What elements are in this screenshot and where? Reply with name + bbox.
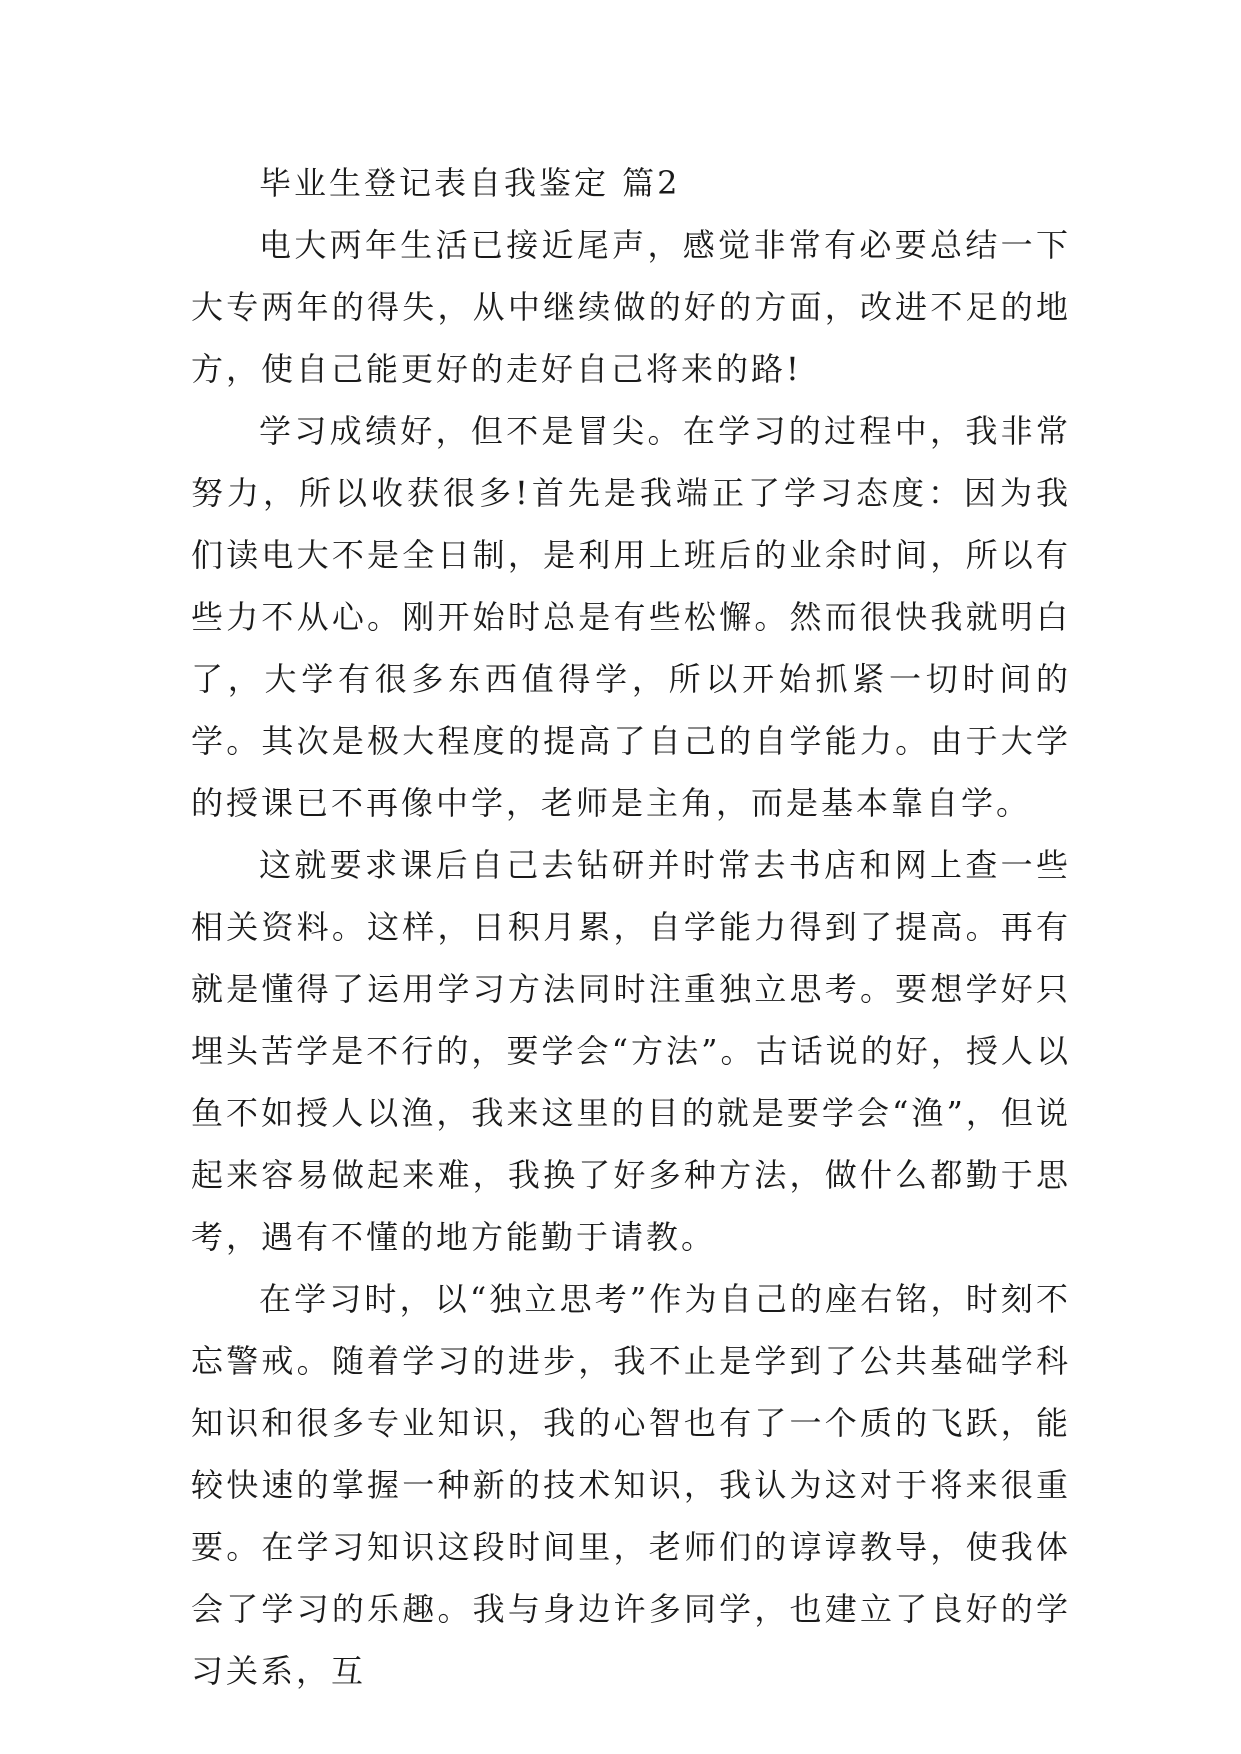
paragraph-3: 这就要求课后自己去钻研并时常去书店和网上查一些相关资料。这样，日积月累，自学能力得到了提高。再有就是懂得了运用学习方法同时注重独立思考。要想学好只埋头苦学是不行的，要学会“方法”。古话说的好，授人以鱼不如授人以渔，我来这里的目的就是要学会“渔”，但说起来容易做起来难，我换了好多种方法，做什么都勤于思考，遇有不懂的地方能勤于请教。 — [191, 846, 1071, 1256]
paragraph-2: 学习成绩好，但不是冒尖。在学习的过程中，我非常努力，所以收获很多!首先是我端正了学习态度：因为我们读电大不是全日制，是利用上班后的业余时间，所以有些力不从心。刚开始时总是有些松懈。然而很快我就明白了，大学有很多东西值得学，所以开始抓紧一切时间的学。其次是极大程度的提高了自己的自学能力。由于大学的授课已不再像中学，老师是主角，而是基本靠自学。 — [191, 412, 1071, 822]
document-body — [191, 152, 1071, 1702]
paragraph-4: 在学习时，以“独立思考”作为自己的座右铭，时刻不忘警戒。随着学习的进步，我不止是学到了公共基础学科知识和很多专业知识，我的心智也有了一个质的飞跃，能较快速的掌握一种新的技术知识，我认为这对于将来很重要。在学习知识这段时间里，老师们的谆谆教导，使我体会了学习的乐趣。我与身边许多同学，也建立了良好的学习关系，互 — [191, 1280, 1071, 1690]
document-title: 毕业生登记表自我鉴定 篇2 — [259, 164, 681, 202]
paragraph-1: 电大两年生活已接近尾声，感觉非常有必要总结一下大专两年的得失，从中继续做的好的方面，改进不足的地方，使自己能更好的走好自己将来的路! — [191, 226, 1071, 388]
